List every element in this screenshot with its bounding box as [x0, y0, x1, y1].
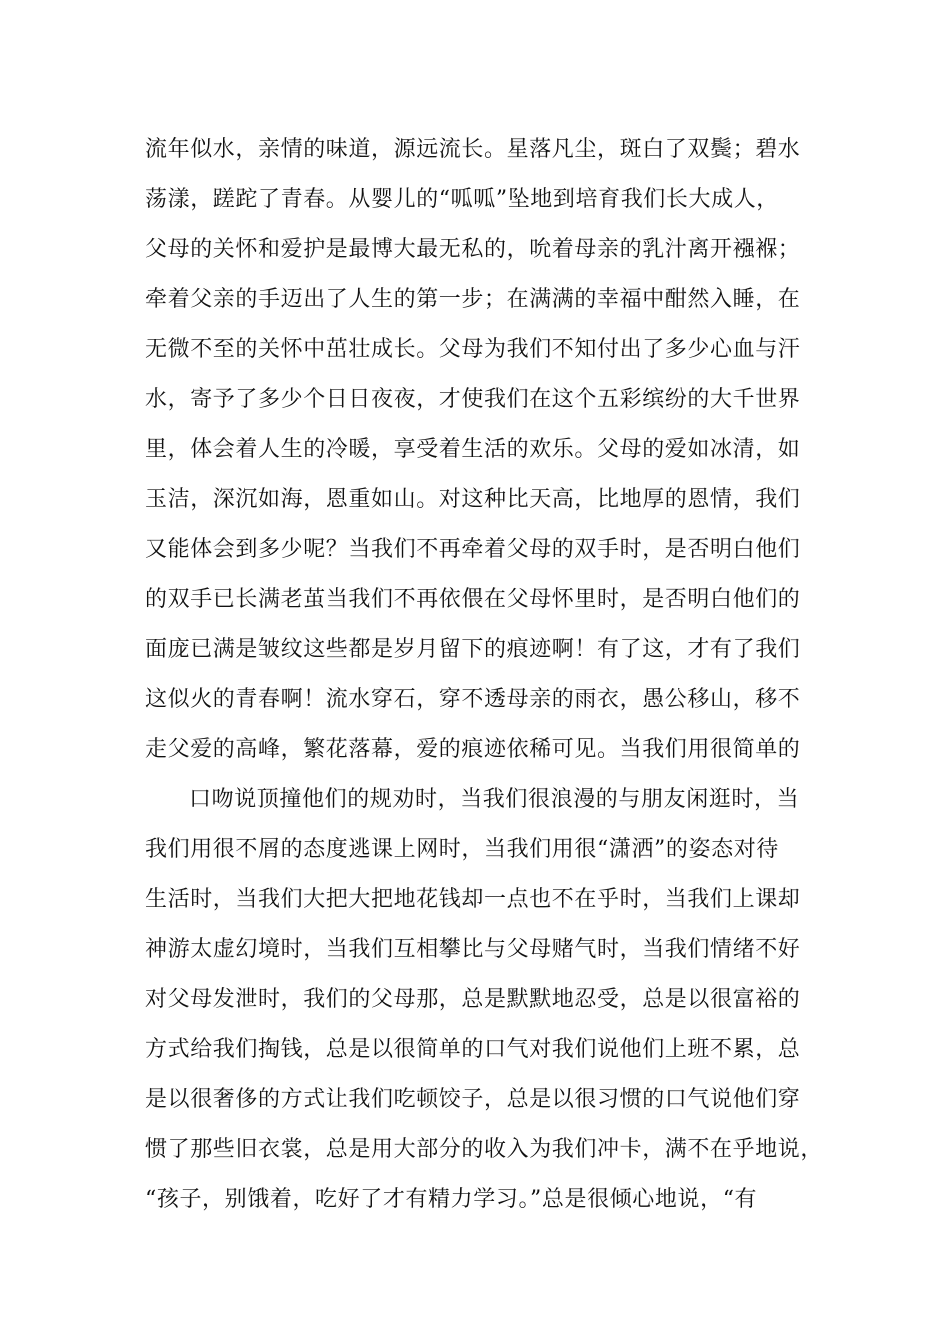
text-line: 水，寄予了多少个日日夜夜，才使我们在这个五彩缤纷的大千世界: [145, 387, 801, 412]
text-line: 无微不至的关怀中茁壮成长。父母为我们不知付出了多少心血与汗: [145, 337, 801, 362]
text-line: 神游太虚幻境时，当我们互相攀比与父母赌气时，当我们情绪不好: [145, 937, 801, 962]
text-line: 我们用很不屑的态度逃课上网时，当我们用很“潇洒”的姿态对待: [145, 837, 779, 862]
text-line: 荡漾，蹉跎了青春。从婴儿的“呱呱”坠地到培育我们长大成人，: [145, 187, 779, 212]
text-line: 又能体会到多少呢？当我们不再牵着父母的双手时，是否明白他们: [145, 537, 801, 562]
text-line: 对父母发泄时，我们的父母那，总是默默地忍受，总是以很富裕的: [145, 987, 801, 1012]
text-line: 父母的关怀和爱护是最博大最无私的，吮着母亲的乳汁离开襁褓；: [145, 237, 801, 262]
text-line: 生活时，当我们大把大把地花钱却一点也不在乎时，当我们上课却: [145, 887, 801, 912]
text-line: 里，体会着人生的冷暖，享受着生活的欢乐。父母的爱如冰清，如: [145, 437, 801, 462]
text-line: 玉洁，深沉如海，恩重如山。对这种比天高，比地厚的恩情，我们: [145, 487, 801, 512]
text-line: 牵着父亲的手迈出了人生的第一步；在满满的幸福中酣然入睡，在: [145, 287, 801, 312]
text-line: 流年似水，亲情的味道，源远流长。星落凡尘，斑白了双鬓；碧水: [145, 137, 801, 162]
text-line: “孩子，别饿着，吃好了才有精力学习。”总是很倾心地说，“有: [145, 1187, 758, 1212]
text-line: 走父爱的高峰，繁花落幕，爱的痕迹依稀可见。当我们用很简单的: [145, 737, 801, 762]
text-line: 是以很奢侈的方式让我们吃顿饺子，总是以很习惯的口气说他们穿: [145, 1087, 801, 1112]
text-line: 的双手已长满老茧当我们不再依偎在父母怀里时，是否明白他们的: [145, 587, 801, 612]
text-line: 方式给我们掏钱，总是以很简单的口气对我们说他们上班不累，总: [145, 1037, 801, 1062]
text-line: 这似火的青春啊！流水穿石，穿不透母亲的雨衣，愚公移山，移不: [145, 687, 801, 712]
paragraph-first-line: 口吻说顶撞他们的规劝时，当我们很浪漫的与朋友闲逛时，当: [189, 787, 800, 812]
text-line: 惯了那些旧衣裳，总是用大部分的收入为我们冲卡，满不在乎地说，: [145, 1137, 824, 1162]
text-line: 面庞已满是皱纹这些都是岁月留下的痕迹啊！有了这，才有了我们: [145, 637, 801, 662]
